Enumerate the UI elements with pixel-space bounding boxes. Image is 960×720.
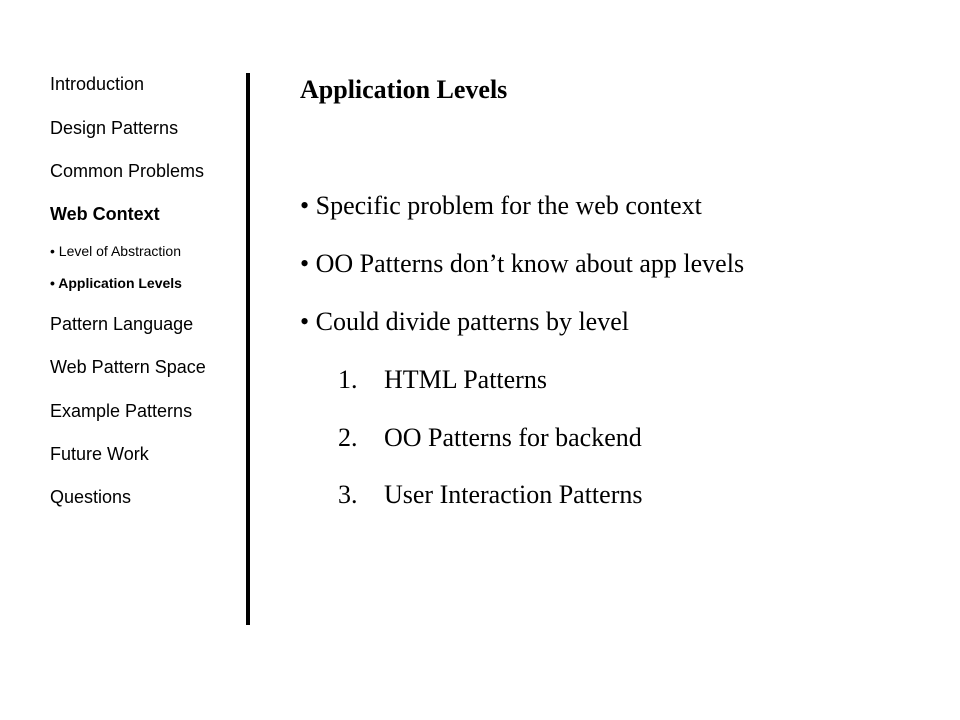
nav-item-design-patterns[interactable]: Design Patterns xyxy=(50,118,179,138)
item-text: HTML Patterns xyxy=(384,365,547,394)
vertical-divider xyxy=(246,73,250,625)
bullet-item: • Could divide patterns by level xyxy=(300,307,629,336)
nav-item-pattern-language[interactable]: Pattern Language xyxy=(50,314,194,334)
nav-item-web-pattern-space[interactable]: Web Pattern Space xyxy=(50,357,206,377)
numbered-item xyxy=(338,362,547,398)
item-number: 2. xyxy=(338,423,358,452)
item-text: User Interaction Patterns xyxy=(384,480,643,509)
nav-subitem-level-of-abstraction[interactable]: • Level of Abstraction xyxy=(50,243,181,259)
bullet-item: • OO Patterns don’t know about app levels xyxy=(300,249,745,278)
nav-item-web-context[interactable]: Web Context xyxy=(50,204,160,224)
item-number: 3. xyxy=(338,480,358,509)
nav-subitem-application-levels[interactable]: • Application Levels xyxy=(50,275,182,291)
nav-item-example-patterns[interactable]: Example Patterns xyxy=(50,401,193,421)
bullet-item: • Specific problem for the web context xyxy=(300,191,702,220)
numbered-item xyxy=(338,477,642,513)
slide-title: Application Levels xyxy=(300,75,508,104)
nav-item-questions[interactable]: Questions xyxy=(50,487,132,507)
nav-item-common-problems[interactable]: Common Problems xyxy=(50,161,205,181)
nav-item-future-work[interactable]: Future Work xyxy=(50,444,149,464)
item-number: 1. xyxy=(338,365,358,394)
numbered-item xyxy=(338,420,642,456)
nav-item-introduction[interactable]: Introduction xyxy=(50,74,145,94)
item-text: OO Patterns for backend xyxy=(384,423,642,452)
